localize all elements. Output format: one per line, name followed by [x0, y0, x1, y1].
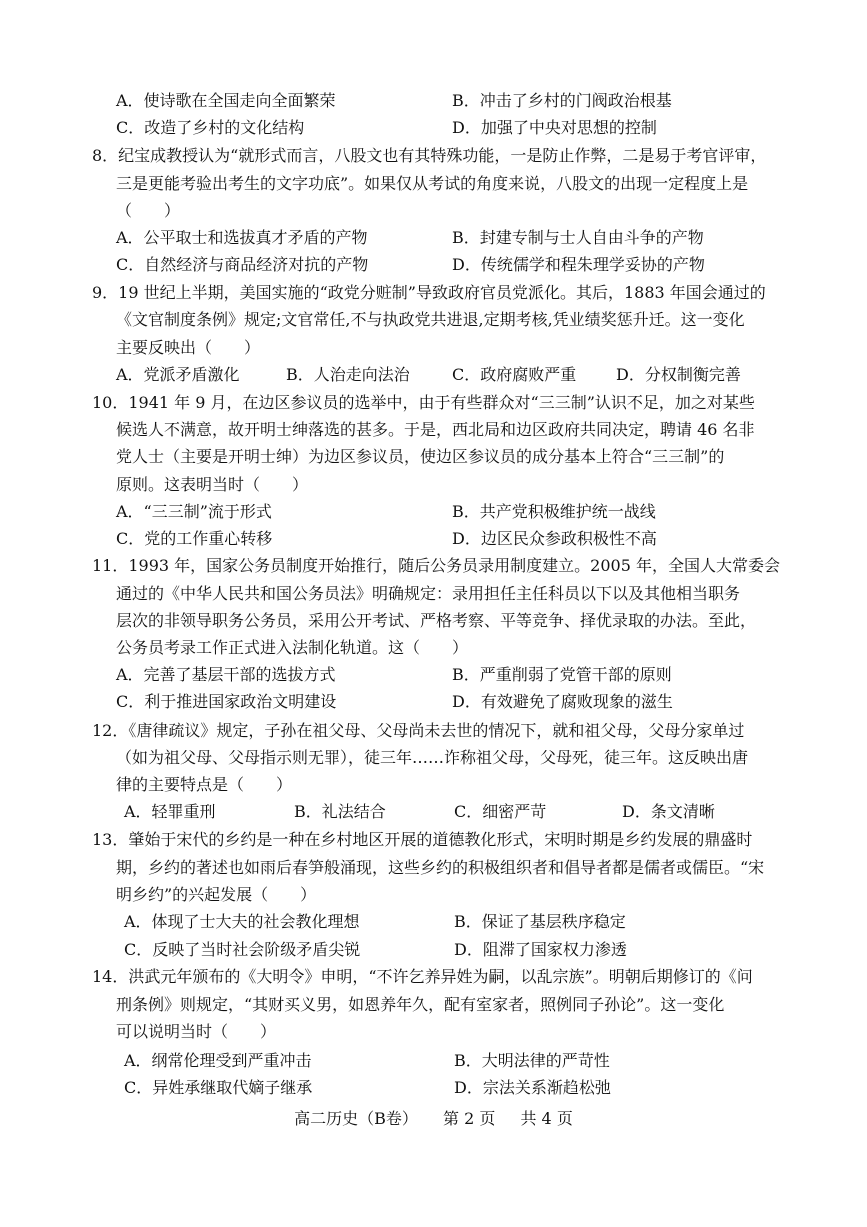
q7-option-c: C．改造了乡村的文化结构 [116, 118, 305, 137]
q13-stem-line-2: 期，乡约的著述也如雨后春笋般涌现，这些乡约的积极组织者和倡导者都是儒者或儒臣。“宋 [116, 858, 765, 877]
q13-stem-line-3: 明乡约”的兴起发展（ ） [116, 885, 317, 904]
footer-page-number: 第 2 页 [443, 1109, 496, 1128]
q12-stem-line-2: （如为祖父母、父母指示则无罪），徒三年……诈称祖父母，父母死，徒三年。这反映出唐 [116, 748, 749, 767]
q9-option-c: C．政府腐败严重 [452, 365, 577, 384]
q14-option-a: A．纲常伦理受到严重冲击 [124, 1051, 312, 1070]
q7-option-a: A．使诗歌在全国走向全面繁荣 [116, 91, 336, 110]
q12-option-b: B．礼法结合 [294, 802, 386, 821]
q7-option-d: D．加强了中央对思想的控制 [452, 118, 657, 137]
q8-option-a: A．公平取士和选拔真才矛盾的产物 [116, 228, 368, 247]
q10-stem-line-3: 党人士（主要是开明士绅）为边区参议员，使边区参议员的成分基本上符合“三三制”的 [116, 447, 725, 466]
q9-stem-line-2: 《文官制度条例》规定;文官常任,不与执政党共进退,定期考核,凭业绩奖惩升迁。这一变化 [116, 310, 745, 329]
q10-option-b: B．共产党积极维护统一战线 [452, 502, 656, 521]
q14-stem-line-3: 可以说明当时（ ） [116, 1022, 277, 1041]
q11-option-b: B．严重削弱了党管干部的原则 [452, 665, 672, 684]
q8-stem-line-2: 三是更能考验出考生的文字功底”。如果仅从考试的角度来说，八股文的出现一定程度上是 [116, 174, 749, 193]
q13-option-b: B．保证了基层秩序稳定 [454, 912, 626, 931]
q9-stem-line-3: 主要反映出（ ） [116, 338, 261, 357]
q11-stem-line-3: 层次的非领导职务公务员，采用公开考试、严格考察、平等竞争、择优录取的办法。至此， [116, 611, 757, 630]
page-footer [0, 1108, 867, 1130]
footer-subject: 高二历史（B卷） [294, 1109, 418, 1128]
q10-stem-line-1: 10．1941 年 9 月，在边区参议员的选举中，由于有些群众对“三三制”认识不足，加之对某些 [92, 393, 755, 412]
q14-stem-line-2: 刑条例》则规定，“其财买义男，如恩养年久，配有室家者，照例同子孙论”。这一变化 [116, 995, 725, 1014]
q14-option-c: C．异姓承继取代嫡子继承 [124, 1078, 313, 1097]
q11-option-d: D．有效避免了腐败现象的滋生 [452, 692, 673, 711]
q14-stem-line-1: 14．洪武元年颁布的《大明令》申明，“不许乞养异姓为嗣，以乱宗族”。明朝后期修订的《问 [92, 967, 753, 986]
q11-stem-line-4: 公务员考录工作正式进入法制化轨道。这（ ） [116, 638, 469, 657]
q13-stem-line-1: 13．肇始于宋代的乡约是一种在乡村地区开展的道德教化形式，宋明时期是乡约发展的鼎盛时 [92, 830, 753, 849]
q10-stem-line-4: 原则。这表明当时（ ） [116, 475, 309, 494]
q11-stem-line-2: 通过的《中华人民共和国公务员法》明确规定：录用担任主任科员以下以及其他相当职务 [116, 584, 741, 603]
q13-option-d: D．阻滞了国家权力渗透 [454, 940, 627, 959]
q12-stem-line-1: 12．《唐律疏议》规定，子孙在祖父母、父母尚未去世的情况下，就和祖父母，父母分家单过 [92, 721, 745, 740]
q13-option-c: C．反映了当时社会阶级矛盾尖锐 [124, 940, 361, 959]
q11-option-a: A．完善了基层干部的选拔方式 [116, 665, 336, 684]
footer-total-pages: 共 4 页 [520, 1109, 573, 1128]
q7-option-b: B．冲击了乡村的门阀政治根基 [452, 91, 672, 110]
q12-option-a: A．轻罪重刑 [124, 802, 216, 821]
q13-option-a: A．体现了士大夫的社会教化理想 [124, 912, 360, 931]
q8-option-c: C．自然经济与商品经济对抗的产物 [116, 255, 369, 274]
q14-option-d: D．宗法关系渐趋松弛 [454, 1078, 611, 1097]
q8-stem-line-1: 8．纪宝成教授认为“就形式而言，八股文也有其特殊功能，一是防止作弊，二是易于考官评审， [92, 146, 767, 165]
q12-option-c: C．细密严苛 [454, 802, 547, 821]
q9-option-a: A．党派矛盾激化 [116, 365, 240, 384]
q8-option-b: B．封建专制与士人自由斗争的产物 [452, 228, 704, 247]
q12-stem-line-3: 律的主要特点是（ ） [116, 775, 293, 794]
q14-option-b: B．大明法律的严苛性 [454, 1051, 610, 1070]
q10-option-d: D．边区民众参政积极性不高 [452, 529, 657, 548]
q10-stem-line-2: 候选人不满意，故开明士绅落选的甚多。于是，西北局和边区政府共同决定，聘请 46 名非 [116, 420, 755, 439]
q9-option-d: D．分权制衡完善 [616, 365, 741, 384]
q9-stem-line-1: 9．19 世纪上半期，美国实施的“政党分赃制”导致政府官员党派化。其后，1883 年国会通过的 [92, 283, 766, 302]
q11-option-c: C．利于推进国家政治文明建设 [116, 692, 337, 711]
q10-option-c: C．党的工作重心转移 [116, 529, 273, 548]
q9-option-b: B．人治走向法治 [286, 365, 410, 384]
q8-option-d: D．传统儒学和程朱理学妥协的产物 [452, 255, 705, 274]
q10-option-a: A．“三三制”流于形式 [116, 502, 272, 521]
q11-stem-line-1: 11．1993 年，国家公务员制度开始推行，随后公务员录用制度建立。2005 年，全国人大常委会 [92, 556, 780, 575]
q8-stem-line-3: （ ） [116, 201, 181, 220]
q12-option-d: D．条文清晰 [622, 802, 715, 821]
